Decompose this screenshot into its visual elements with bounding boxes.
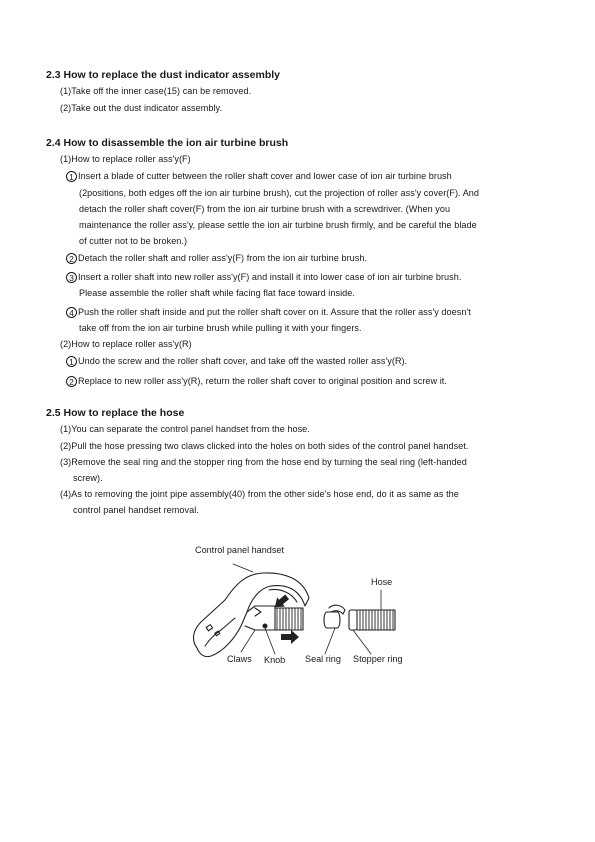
step-3-text-1: Insert a roller shaft into new roller ass'y(F) and install it into lower case of ion air turbine brush. (78, 272, 462, 282)
section-2-5-line-2: (2)Pull the hose pressing two claws clicked into the holes on both sides of the control panel handset. (60, 441, 469, 451)
leader-claws (241, 630, 255, 652)
section-2-3-line-2: (2)Take out the dust indicator assembly. (60, 103, 223, 113)
step-1-line-5: of cutter not to be broken.) (79, 236, 188, 246)
knob-point (263, 624, 267, 628)
step-r2-line-1 (66, 376, 447, 387)
seal-ring-top (329, 605, 345, 614)
label-stopper-ring: Stopper ring (353, 654, 403, 664)
right-hose-ribs (360, 610, 393, 630)
seal-ring (324, 612, 340, 628)
step-2-line-1 (66, 253, 367, 264)
label-control-panel-handset: Control panel handset (195, 545, 284, 555)
leader-knob (265, 628, 275, 654)
section-2-4-title: 2.4 How to disassemble the ion air turbine brush (46, 137, 289, 149)
step-1-line-2: (2positions, both edges off the ion air turbine brush), cut the projection of roller ass'y cover(F). And (79, 188, 480, 198)
step-1-line-3: detach the roller shaft cover(F) from the ion air turbine brush with a screwdriver. (When you (79, 204, 451, 214)
section-2-3-title: 2.3 How to replace the dust indicator assembly (46, 69, 280, 81)
section-2-5-title: 2.5 How to replace the hose (46, 407, 185, 419)
step-1-text-1: Insert a blade of cutter between the roller shaft cover and lower case of ion air turbine brush (78, 171, 452, 181)
handset-button-2 (215, 631, 220, 636)
section-2-4-sub-1: (1)How to replace roller ass'y(F) (60, 154, 191, 164)
step-1-line-4: maintenance the roller ass'y, please settle the ion air turbine brush firmly, and be careful the blade (79, 220, 477, 230)
section-2-3-line-1: (1)Take off the inner case(15) can be removed. (60, 86, 252, 96)
step-number-3: 3 (66, 272, 77, 283)
step-number-1: 1 (66, 171, 77, 182)
leader-stopper-ring (353, 630, 371, 654)
claw-left (255, 608, 261, 616)
step-3-line-2: Please assemble the roller shaft while facing flat face toward inside. (79, 288, 355, 298)
step-number-2: 2 (66, 253, 77, 264)
label-hose: Hose (371, 577, 393, 587)
section-2-5-line-1: (1)You can separate the control panel handset from the hose. (60, 424, 310, 434)
step-r-number-1: 1 (66, 356, 77, 367)
section-2-4-sub-2: (2)How to replace roller ass'y(R) (60, 339, 192, 349)
step-r1-text: Undo the screw and the roller shaft cover, and take off the wasted roller ass'y(R). (78, 356, 408, 366)
step-4-text-1: Push the roller shaft inside and put the roller shaft cover on it. Assure that the roller ass'y doesn't (78, 307, 471, 317)
step-r2-text: Replace to new roller ass'y(R), return the roller shaft cover to original position and screw it. (78, 376, 447, 386)
label-seal-ring: Seal ring (305, 654, 341, 664)
leader-handset (233, 564, 253, 572)
leader-seal-ring (325, 628, 335, 654)
step-r1-line-1 (66, 356, 407, 367)
step-number-4: 4 (66, 307, 77, 318)
label-claws: Claws (227, 654, 252, 664)
step-r-number-2: 2 (66, 376, 77, 387)
stopper-ring (349, 610, 357, 630)
arrow-top (271, 592, 291, 611)
hose-handset-figure (185, 560, 415, 660)
section-2-5-line-4a: (4)As to removing the joint pipe assembly(40) from the other side's hose end, do it as same as the (60, 489, 459, 499)
section-2-5-line-3a: (3)Remove the seal ring and the stopper ring from the hose end by turning the seal ring (left-handed (60, 457, 467, 467)
arrow-right (281, 630, 299, 644)
step-3-line-1 (66, 272, 461, 283)
section-2-5-line-3b: screw). (73, 473, 103, 483)
handset-nozzle (245, 606, 275, 630)
step-1-line-1 (66, 171, 452, 182)
step-4-line-2: take off from the ion air turbine brush while pulling it with your fingers. (79, 323, 362, 333)
label-knob: Knob (264, 655, 286, 665)
step-2-text: Detach the roller shaft and roller ass'y(F) from the ion air turbine brush. (78, 253, 368, 263)
handset-button-1 (206, 625, 212, 631)
left-hose-ribs (277, 608, 301, 630)
section-2-5-line-4b: control panel handset removal. (73, 505, 199, 515)
step-4-line-1 (66, 307, 471, 318)
